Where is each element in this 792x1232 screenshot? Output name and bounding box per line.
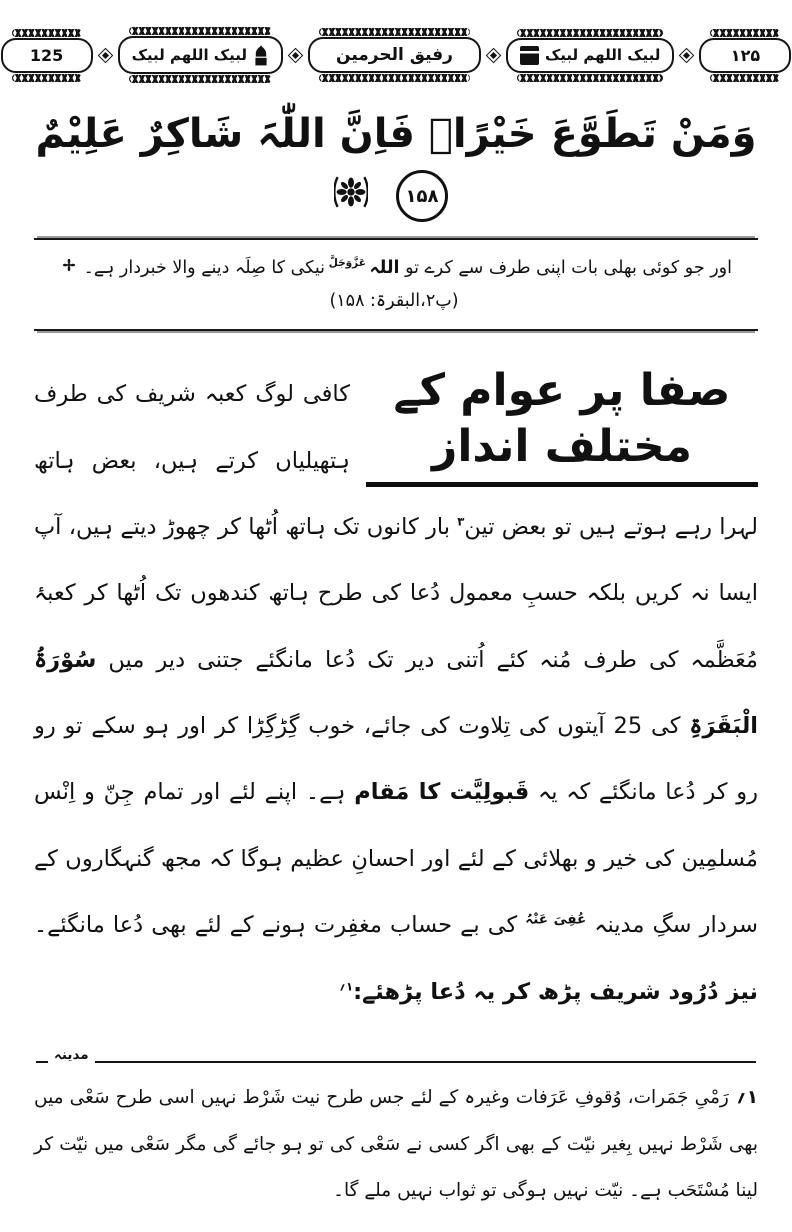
body-paragraph: کافی لوگ کعبہ شریف کی طرف ہتھیلیاں کرتے ہیں، بعض ہاتھ لہرا رہے ہوتے ہیں تو بعض تین$^۳$ بار کانوں تک ہاتھ اُٹھا کر چھوڑ دیتے ہیں، آپ ایسا نہ کریں بلکہ حسبِ معمول دُعا کی طرح ہاتھ کندھوں تک اُٹھا کر کعبۂ مُعَظَّمہ کی طرف مُنہ کئے اُتنی دیر تک دُعا مانگئے جتنی دیر میں سُوْرَۃُ الْبَقَرَۃِ کی 25 آیتوں کی تِلاوت کی جائے، خوب گِڑگِڑا کر اور ہو سکے تو رو رو کر دُعا مانگئے کہ یہ قَبولِیَّت کا مَقام ہے۔ اپنے لئے اور تمام جِنّ و اِنْس مُسلمِین کی خیر و بھلائی کے لئے اور احسانِ عظیم ہوگا کہ مجھ گنہگاروں کے سردار سگِ مدینہ $^{عُفِیَ عَنْہُ}$ کی بے حساب مغفِرت ہونے کے لئے بھی دُعا مانگئے۔ نیز دُرُود شریف پڑھ کر یہ دُعا پڑھئے:$^{۱؍}$ — [34, 381, 758, 1005]
floral-diamond-icon — [97, 47, 113, 63]
book-title-banner — [308, 37, 481, 73]
main-section — [34, 361, 758, 1025]
floral-diamond-icon — [288, 47, 304, 63]
footnote-separator — [36, 1046, 756, 1064]
book-title: رفیق الحرمین — [336, 45, 453, 65]
page-number-latin: 125 — [29, 45, 64, 65]
translation-box — [34, 238, 758, 331]
page-number-box-right — [699, 38, 791, 73]
quran-verse — [34, 104, 758, 226]
translation-reference: (پ۲،البقرۃ: ۱۵۸) — [329, 290, 459, 311]
page-number-arabic: ۱۲۵ — [730, 45, 761, 65]
footnote-paragraph: ۱؍رَمْیِ جَمَرات، وُقوفِ عَرَفات وغیرہ کے لئے جس طرح نیت شَرْط نہیں اسی طرح سَعْی میں بھی شَرْط نہیں بِغیر نیّت کے بھی اگر کسی نے سَعْی کی تو ہو جائے گی مگر سَعْی میں نیّت کر لینا مُسْتَحَب ہے۔ نیّت نہیں ہوگی تو ثواب نہیں ملے گا۔ — [34, 1087, 758, 1201]
ayah-number-badge: ۱۵۸ — [396, 170, 448, 222]
floral-diamond-icon — [679, 47, 695, 63]
rosette-crescent-icon — [334, 173, 368, 219]
kaaba-icon — [520, 46, 539, 65]
verse-text: وَمَنْ تَطَوَّعَ خَیْرًاۙ فَاِنَّ اللّٰہَ شَاکِرٌ عَلِیْمٌ — [35, 111, 757, 157]
section-heading: صفا پر عوام کے مختلف انداز — [366, 363, 758, 487]
labbaik-label: لبیک اللھم لبیک — [131, 46, 248, 64]
labbaik-label: لبیک اللھم لبیک — [544, 46, 661, 64]
footnote-separator-word: مدینہ — [48, 1047, 95, 1063]
labbaik-banner-right — [506, 38, 674, 73]
translation-text: اور جو کوئی بھلی بات اپنی طرف سے کرے تو اللہ $^{عَزَّوَجَلَّ}$ نیکی کا صِلَہ دینے والا خبردار ہے۔ — [83, 256, 732, 278]
small-rosette-icon — [62, 257, 76, 277]
floral-diamond-icon — [486, 47, 502, 63]
page-number-box-left — [1, 38, 93, 73]
page-header — [29, 36, 761, 74]
labbaik-banner-left — [118, 36, 283, 74]
mosque-dome-icon — [253, 44, 269, 66]
